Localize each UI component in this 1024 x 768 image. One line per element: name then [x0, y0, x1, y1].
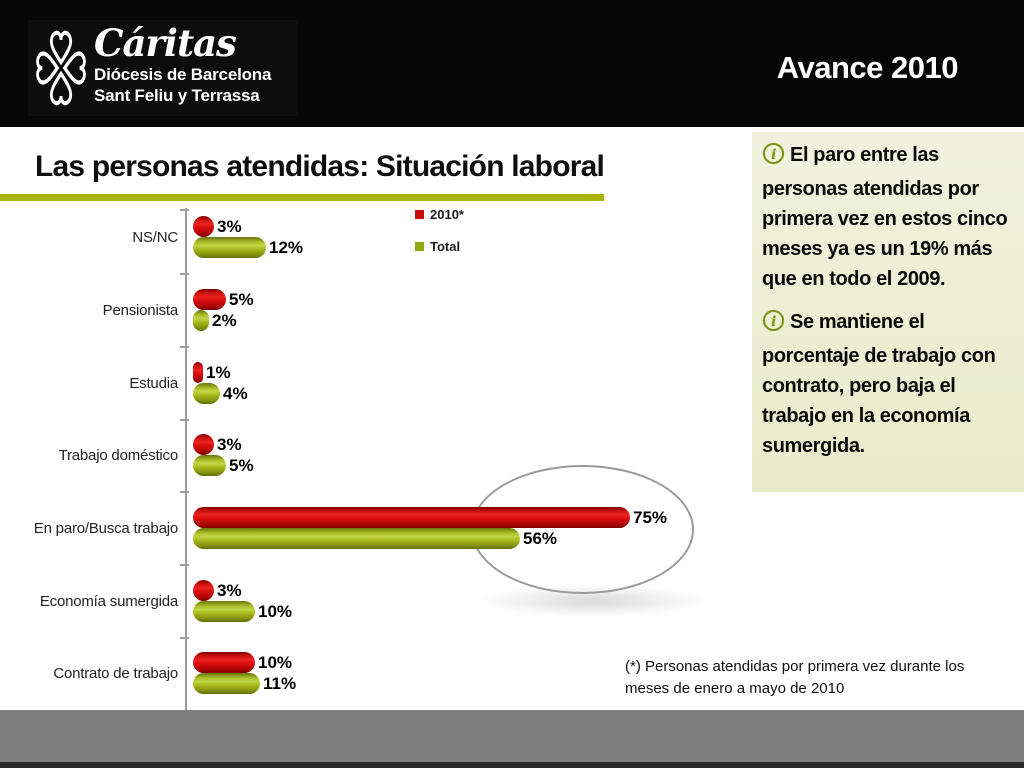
value-label: 5% [229, 456, 254, 475]
axis-tick [180, 273, 189, 275]
bar-2010 [193, 289, 226, 310]
category-label: Pensionista [102, 302, 178, 319]
category-label: Economía sumergida [39, 593, 178, 610]
legend-item-total [415, 239, 464, 254]
legend-label-2010: 2010* [430, 207, 464, 222]
bar-total [193, 673, 260, 694]
bar-total [193, 455, 226, 476]
bar-total [193, 383, 220, 404]
category-label: Contrato de trabajo [53, 665, 178, 682]
info-item-2 [762, 307, 1014, 461]
bar-2010 [193, 652, 255, 673]
bar-2010 [193, 216, 214, 237]
value-label: 4% [223, 384, 248, 403]
bar-2010 [193, 362, 203, 383]
value-label: 1% [206, 363, 231, 382]
bar-total [193, 528, 520, 549]
legend-swatch-total [415, 242, 424, 251]
info-item-1 [762, 140, 1014, 294]
chart-legend [415, 207, 464, 271]
value-label: 3% [217, 435, 242, 454]
logo-title: Cáritas [94, 21, 236, 65]
page-title: Las personas atendidas: Situación laboral [35, 150, 605, 183]
legend-label-total: Total [430, 239, 461, 254]
bar-total [193, 601, 255, 622]
axis-tick [180, 637, 189, 639]
category-label: En paro/Busca trabajo [33, 520, 178, 537]
value-label: 11% [263, 674, 297, 693]
footnote: (*) Personas atendidas por primera vez durante los meses de enero a mayo de 2010 [625, 658, 965, 697]
svg-text:i: i [770, 313, 777, 330]
info-icon [762, 309, 785, 341]
axis-tick [180, 419, 189, 421]
category-label: NS/NC [132, 229, 178, 246]
value-label: 2% [212, 311, 237, 330]
footer-bar [0, 710, 1024, 762]
chart-axis [185, 208, 187, 710]
info-text-2: Se mantiene el porcentaje de trabajo con contrato, pero baja el trabajo en la economía sumergida. [762, 311, 996, 457]
category-label: Estudia [129, 375, 178, 392]
axis-tick [180, 209, 189, 211]
info-icon [762, 142, 785, 174]
value-label: 56% [523, 529, 558, 548]
info-text-1: El paro entre las personas atendidas por primera vez en estos cinco meses ya es un 19% más que en todo el 2009. [762, 144, 1008, 290]
bar-2010 [193, 434, 214, 455]
value-label: 75% [633, 508, 668, 527]
bar-total [193, 310, 209, 331]
value-label: 3% [217, 217, 242, 236]
legend-swatch-2010 [415, 210, 424, 219]
value-label: 5% [229, 290, 254, 309]
bar-total [193, 237, 266, 258]
info-box [752, 132, 1024, 492]
bar-2010 [193, 507, 630, 528]
bar-2010 [193, 580, 214, 601]
value-label: 10% [258, 653, 293, 672]
legend-item-2010 [415, 207, 464, 222]
axis-tick [180, 491, 189, 493]
value-label: 10% [258, 602, 293, 621]
logo-subtitle-1: Diócesis de Barcelona [94, 65, 272, 84]
axis-tick [180, 564, 189, 566]
svg-text:i: i [770, 146, 777, 163]
category-label: Trabajo doméstico [58, 447, 178, 464]
value-label: 3% [217, 581, 242, 600]
axis-tick [180, 346, 189, 348]
logo-subtitle-2: Sant Feliu y Terrassa [94, 86, 260, 105]
slide-label: Avance 2010 [776, 50, 958, 85]
footer-edge [0, 762, 1024, 768]
value-label: 12% [269, 238, 304, 257]
